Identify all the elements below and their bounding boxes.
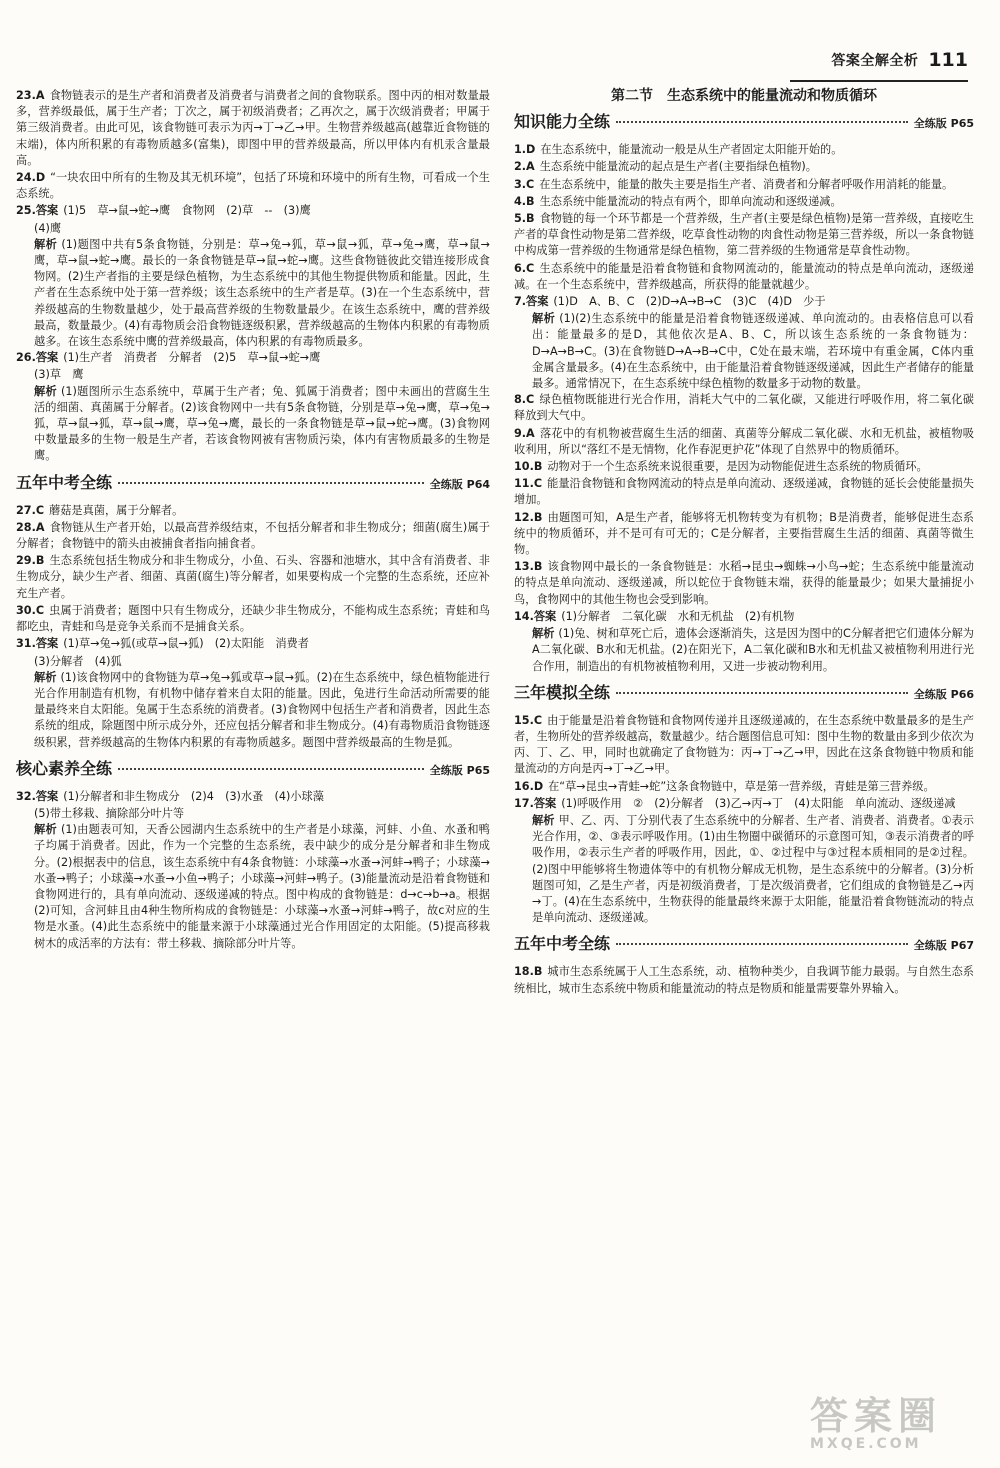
answer-item <box>514 609 974 625</box>
question-number: 27.C <box>16 503 45 517</box>
divider <box>616 943 908 945</box>
left-column <box>16 88 490 952</box>
answer-continuation: (3)分解者 (4)狐 <box>34 654 122 668</box>
answer-item <box>514 964 974 996</box>
answer-list <box>514 142 974 675</box>
answer-item <box>514 142 974 158</box>
question-number: 32.答案 <box>16 789 59 803</box>
answer-item <box>514 211 974 260</box>
section-ref: 全练版 P66 <box>913 687 974 701</box>
explanation <box>16 822 490 952</box>
answer-list <box>514 713 974 927</box>
explanation-text: (1)兔、树和草死亡后，遗体会逐渐消失，这是因为图中的C分解者把它们遗体分解为A二氧化碳、B水和无机盐。(2)在阳光下，A二氧化碳和B水和无机盐又被植物利用进行光合作用，制造出的有机物被植物利用，又进一步被动物利用。 <box>532 627 974 673</box>
explanation-text: (1)(2)生态系统中的能量是沿着食物链逐级递减、单向流动的。由表格信息可以看出：能量最多的是D，其他依次是A、B、C，所以该生态系统的一条食物链为：D→A→B→C。(3)在食物链D→A→B→C中，C处在最末端，若环境中有重金属，C体内重金属含量最多。(4)在生态系统中，由于能量沿着食物链逐级递减，因此生产者储存的能量最多。通常情况下，在生态系统中绿色植物的数量多于动物的数量。 <box>532 312 974 391</box>
answer-text: 生态系统中能量流动的起点是生产者(主要指绿色植物)。 <box>539 160 817 174</box>
answer-text: (1)呼吸作用 ② (2)分解者 (3)乙→丙→丁 (4)太阳能 单向流动、逐级递减 <box>561 796 956 810</box>
answer-text: 食物链从生产者开始，以最高营养级结束，不包括分解者和非生物成分；细菌(腐生)属于分解者；食物链中的箭头由被捕食者指向捕食者。 <box>16 520 490 551</box>
answer-text: 由题图可知，A是生产者，能够将无机物转变为有机物；B是消费者，能够促进生态系统中的物质循环，并不是可有可无的；C是分解者，主要指营腐生生活的细菌、真菌等微生物。 <box>514 510 974 557</box>
explanation-label: 解析 <box>532 813 555 827</box>
explanation-text: (1)由题表可知，天香公园湖内生态系统中的生产者是小球藻，河蚌、小鱼、水蚤和鸭子均属于消费者。因此，作为一个完整的生态系统，表中缺少的成分是分解者和非生物成分。(2)根据表中的信息，该生态系统中有4条食物链：小球藻→水蚤→河蚌→鸭子；小球藻→水蚤→鸭子；小球藻→水蚤→小鱼→鸭子；小球藻→河蚌→鸭子。(3)能量流动是沿着食物链和食物网进行的，具有单向流动、逐级递减的特点。图中构成的食物链是：d→c→b→a。根据(2)可知，含河蚌且由4种生物所构成的食物链是：小球藻→水蚤→河蚌→鸭子，故c对应的生物是水蚤。(4)此生态系统中的能量来源于小球藻通过光合作用固定的太阳能。(5)提高移栽树木的成活率的方法有：带土移栽、摘除部分叶片等。 <box>34 823 490 950</box>
answer-item <box>514 159 974 175</box>
answer-text: 落花中的有机物被营腐生生活的细菌、真菌等分解成二氧化碳、水和无机盐，被植物吸收利用，所以“落红不是无情物，化作春泥更护花”体现了自然界中的物质循环。 <box>514 426 974 456</box>
answer-continuation: (4)鹰 <box>34 221 62 235</box>
page-number: 111 <box>928 49 968 71</box>
answer-item <box>514 779 974 795</box>
answer-list <box>16 503 490 751</box>
answer-item <box>514 510 974 559</box>
question-number: 2.A <box>514 160 535 174</box>
answer-item <box>514 476 974 508</box>
question-number: 4.B <box>514 194 535 208</box>
answer-item <box>514 177 974 193</box>
question-number: 5.B <box>514 212 535 226</box>
question-number: 30.C <box>16 603 45 617</box>
answer-item <box>514 426 974 458</box>
answer-item <box>16 203 490 219</box>
answer-item <box>16 350 490 366</box>
section-header <box>514 682 974 707</box>
answer-text: 该食物网中最长的一条食物链是：水稻→昆虫→蜘蛛→小鸟→蛇；生态系统中能量流动的特点是单向流动、逐级递减，所以蛇位于食物链末端，获得的能量最少；如果大量捕捉小鸟，食物网中的其他生物也会受到影响。 <box>514 560 974 606</box>
answer-text: 在生态系统中，能量的散失主要是指生产者、消费者和分解者呼吸作用消耗的能量。 <box>539 177 954 191</box>
section-ref: 全练版 P65 <box>429 763 490 777</box>
section-ref: 全练版 P67 <box>913 939 974 953</box>
question-number: 7.答案 <box>514 295 549 309</box>
answer-item <box>514 294 974 310</box>
answer-continuation: (5)带土移栽、摘除部分叶片等 <box>34 806 185 820</box>
explanation-text: (1)该食物网中的食物链为草→兔→狐或草→鼠→狐。(2)在生态系统中，绿色植物能进行光合作用制造有机物，有机物中储存着来自太阳的能量。因此，兔进行生命活动所需要的能量最终来自太阳能。兔属于生态系统的消费者。(3)食物网中包括生产者和消费者，因此生态系统的组成，除题图中所示成分外，还应包括分解者和非生物成分。(4)有毒物质沿食物链逐级积累，营养级越高的生物体内积累的有毒物质越多。题图中营养级最高的生物是狐。 <box>34 670 490 749</box>
answer-text: 动物对于一个生态系统来说很重要，是因为动物能促进生态系统的物质循环。 <box>547 460 928 474</box>
page-header <box>790 40 968 82</box>
explanation-label: 解析 <box>532 312 556 326</box>
section-ref: 全练版 P64 <box>429 477 490 491</box>
answer-item <box>514 796 974 812</box>
question-number: 8.C <box>514 393 535 407</box>
explanation-label: 解析 <box>34 670 57 684</box>
section-header <box>514 936 974 958</box>
answer-text: (1)分解者 二氧化碳 水和无机盐 (2)有机物 <box>561 609 795 623</box>
explanation-text: (1)题图所示生态系统中，草属于生产者；兔、狐属于消费者；图中未画出的营腐生生活的细菌、真菌属于分解者。(2)该食物网中一共有5条食物链，分别是草→兔→鹰，草→兔→狐，草→鼠→狐，草→鼠→鹰，草→兔→鹰，最长的一条食物链是草→鼠→蛇→鹰。(3)食物网中数量最多的生物一般是生产者，若该食物网被有害物质污染，体内有害物质最多的生物是鹰。 <box>34 384 490 463</box>
answer-item <box>16 170 490 202</box>
answer-text: 生态系统中能量流动的特点有两个，即单向流动和逐级递减。 <box>539 194 842 208</box>
explanation <box>16 384 490 465</box>
answer-item <box>16 553 490 602</box>
section-title: 五年中考全练 <box>514 934 611 954</box>
section-title: 核心素养全练 <box>16 758 113 778</box>
section-header <box>16 758 490 783</box>
question-number: 16.D <box>514 779 544 793</box>
question-number: 1.D <box>514 143 536 157</box>
question-number: 11.C <box>514 477 543 491</box>
answer-text: (1)5 草→鼠→蛇→鹰 食物网 (2)草 -- (3)鹰 <box>63 204 311 218</box>
explanation <box>16 670 490 751</box>
explanation-label: 解析 <box>532 627 555 641</box>
answer-text: 在“草→昆虫→青蛙→蛇”这条食物链中，草是第一营养级，青蛙是第三营养级。 <box>548 779 935 793</box>
explanation <box>514 626 974 675</box>
answer-text: (1)草→兔→狐(或草→鼠→狐) (2)太阳能 消费者 <box>63 637 309 651</box>
answer-item <box>514 459 974 475</box>
explanation <box>514 311 974 392</box>
explanation-text: 甲、乙、丙、丁分别代表了生态系统中的分解者、生产者、消费者、消费者。①表示光合作用，②、③表示呼吸作用。(1)由生物圈中碳循环的示意图可知，③表示消费者的呼吸作用，②表示生产者的呼吸作用，因此，①、②过程中与③过程本质相同的是②过程。(2)图中甲能够将生物遗体等中的有机物分解成无机物，是生态系统中的分解者。(3)分析题图可知，乙是生产者，丙是初级消费者，丁是次级消费者，它们组成的食物链是乙→丙→丁。(4)在生态系统中，生物获得的能量最终来源于太阳能，能量沿着食物链流动的特点是单向流动、逐级递减。 <box>532 813 974 925</box>
question-number: 23.A <box>16 89 45 102</box>
answer-continuation: (3)草 鹰 <box>34 368 84 382</box>
answer-item <box>16 520 490 552</box>
answer-text: 蘑菇是真菌，属于分解者。 <box>49 503 184 517</box>
question-number: 18.B <box>514 965 543 979</box>
section-header <box>514 114 974 136</box>
question-number: 25.答案 <box>16 204 59 218</box>
answer-text: 食物链的每一个环节都是一个营养级，生产者(主要是绿色植物)是第一营养级，直接吃生产者的草食性动物是第二营养级，吃草食性动物的肉食性动物是第三营养级，所以一条食物链中构成第一营养级的生物通常是绿色植物，第二营养级的生物通常是草食性动物。 <box>514 212 974 258</box>
question-number: 3.C <box>514 177 535 191</box>
answer-list <box>16 88 490 465</box>
question-number: 14.答案 <box>514 609 557 623</box>
explanation-label: 解析 <box>34 237 58 251</box>
question-number: 29.B <box>16 554 45 568</box>
section-ref: 全练版 P65 <box>913 117 974 131</box>
answer-text: 绿色植物既能进行光合作用，消耗大气中的二氧化碳，又能进行呼吸作用，将二氧化碳释放到大气中。 <box>514 393 974 423</box>
question-number: 13.B <box>514 560 543 574</box>
section-title: 五年中考全练 <box>16 472 113 492</box>
answer-item <box>514 559 974 608</box>
divider <box>118 482 424 484</box>
answer-text: (1)生产者 消费者 分解者 (2)5 草→鼠→蛇→鹰 <box>63 351 321 365</box>
answer-item <box>16 789 490 805</box>
chapter-title: 第二节 生态系统中的能量流动和物质循环 <box>611 88 877 104</box>
question-number: 28.A <box>16 520 45 534</box>
answer-item <box>514 194 974 210</box>
answer-text: 生态系统中的能量是沿着食物链和食物网流动的，能量流动的特点是单向流动，逐级递减。在一个生态系统中，营养级越高，所获得的能量就越少。 <box>514 261 974 291</box>
answer-text: “一块农田中所有的生物及其无机环境”，包括了环境和环境中的所有生物，可看成一个生态系统。 <box>16 171 490 201</box>
section-title: 三年模拟全练 <box>514 682 611 702</box>
divider <box>118 768 424 770</box>
question-number: 17.答案 <box>514 796 557 810</box>
explanation-text: (1)题图中共有5条食物链，分别是：草→兔→狐，草→鼠→狐，草→兔→鹰，草→鼠→鹰，草→鼠→蛇→鹰。最长的一条食物链是草→鼠→蛇→鹰。这些食物链彼此交错连接形成食物网。(2)生产者指的主要是绿色植物，为生态系统中的其他生物提供物质和能量。因此，生产者在生态系统中处于第一营养级；该生态系统中的生产者是草。(3)在一个生态系统中，营养级越高的生物数量越少，处于最高营养级的生物数量最少。在该生态系统中，鹰的营养级最高，数量最少。(4)有毒物质会沿食物链逐级积累，营养级越高的生物体内积累的有毒物质越多。在该生态系统中鹰的营养级最高，体内积累的有毒物质最多。 <box>34 237 490 349</box>
header-title: 答案全解全析 <box>831 53 919 69</box>
answer-item <box>514 261 974 293</box>
watermark-url: MXQE.COM <box>810 1436 922 1452</box>
answer-text: (1)分解者和非生物成分 (2)4 (3)水蚤 (4)小球藻 <box>63 789 324 803</box>
question-number: 24.D <box>16 171 46 185</box>
question-number: 12.B <box>514 510 543 524</box>
answer-list <box>16 789 490 952</box>
explanation <box>16 237 490 350</box>
right-column <box>514 88 974 998</box>
section-header <box>16 472 490 497</box>
answer-item <box>514 713 974 778</box>
question-number: 9.A <box>514 426 535 440</box>
answer-text: 虫属于消费者；题图中只有生物成分，还缺少非生物成分，不能构成生态系统；青蛙和鸟都吃虫，青蛙和鸟是竞争关系而不是捕食关系。 <box>16 603 490 634</box>
question-number: 6.C <box>514 261 535 275</box>
answer-text: 能量沿食物链和食物网流动的特点是单向流动、逐级递减，食物链的延长会使能量损失增加。 <box>514 477 974 507</box>
answer-item <box>16 636 490 652</box>
answer-item <box>16 503 490 519</box>
answer-text: 在生态系统中，能量流动一般是从生产者固定太阳能开始的。 <box>540 143 843 157</box>
answer-text: 食物链表示的是生产者和消费者及消费者与消费者之间的食物联系。图中丙的相对数量最多，营养级最低，属于生产者；丁次之，属于初级消费者；乙再次之，属于次级消费者；甲属于第三级消费者。由此可见，该食物链可表示为丙→丁→乙→甲。生物营养级越高(越靠近食物链的末端)，体内所积累的有毒物质越多(富集)，即图中甲的营养级最高，所以甲体内有机汞含量最高。 <box>16 89 490 167</box>
answer-item <box>16 603 490 635</box>
section-title: 知识能力全练 <box>514 112 611 132</box>
answer-text: 城市生态系统属于人工生态系统，动、植物种类少，自我调节能力最弱。与自然生态系统相比，城市生态系统中物质和能量流动的特点是物质和能量需要靠外界输入。 <box>514 965 974 995</box>
watermark-logo <box>810 1396 980 1460</box>
question-number: 10.B <box>514 460 543 474</box>
question-number: 15.C <box>514 713 543 727</box>
answer-text: 由于能量是沿着食物链和食物网传递并且逐级递减的，在生态系统中数量最多的是生产者，生物所处的营养级越高，数量越少。结合题图信息可知：图中生物的数量由多到少依次为丙、丁、乙、甲，同时也就确定了食物链为：丙→丁→乙→甲，因此在这条食物链中物质和能量流动的方向是丙→丁→乙→甲。 <box>514 713 974 776</box>
explanation <box>514 813 974 926</box>
explanation-label: 解析 <box>34 384 57 398</box>
answer-item <box>16 88 490 169</box>
answer-item <box>514 392 974 424</box>
question-number: 26.答案 <box>16 351 59 365</box>
question-number: 31.答案 <box>16 637 59 651</box>
answer-text: 生态系统包括生物成分和非生物成分，小鱼、石头、容器和池塘水，其中含有消费者、非生物成分，缺少生产者、细菌、真菌(腐生)等分解者，如果要构成一个完整的生态系统，还应补充生产者。 <box>16 554 490 600</box>
answer-list <box>514 964 974 996</box>
divider <box>616 692 908 694</box>
explanation-label: 解析 <box>34 823 57 837</box>
watermark-text: 答案圈 <box>810 1394 943 1438</box>
answer-text: (1)D A、B、C (2)D→A→B→C (3)C (4)D 少于 <box>553 295 826 309</box>
divider <box>616 121 908 123</box>
